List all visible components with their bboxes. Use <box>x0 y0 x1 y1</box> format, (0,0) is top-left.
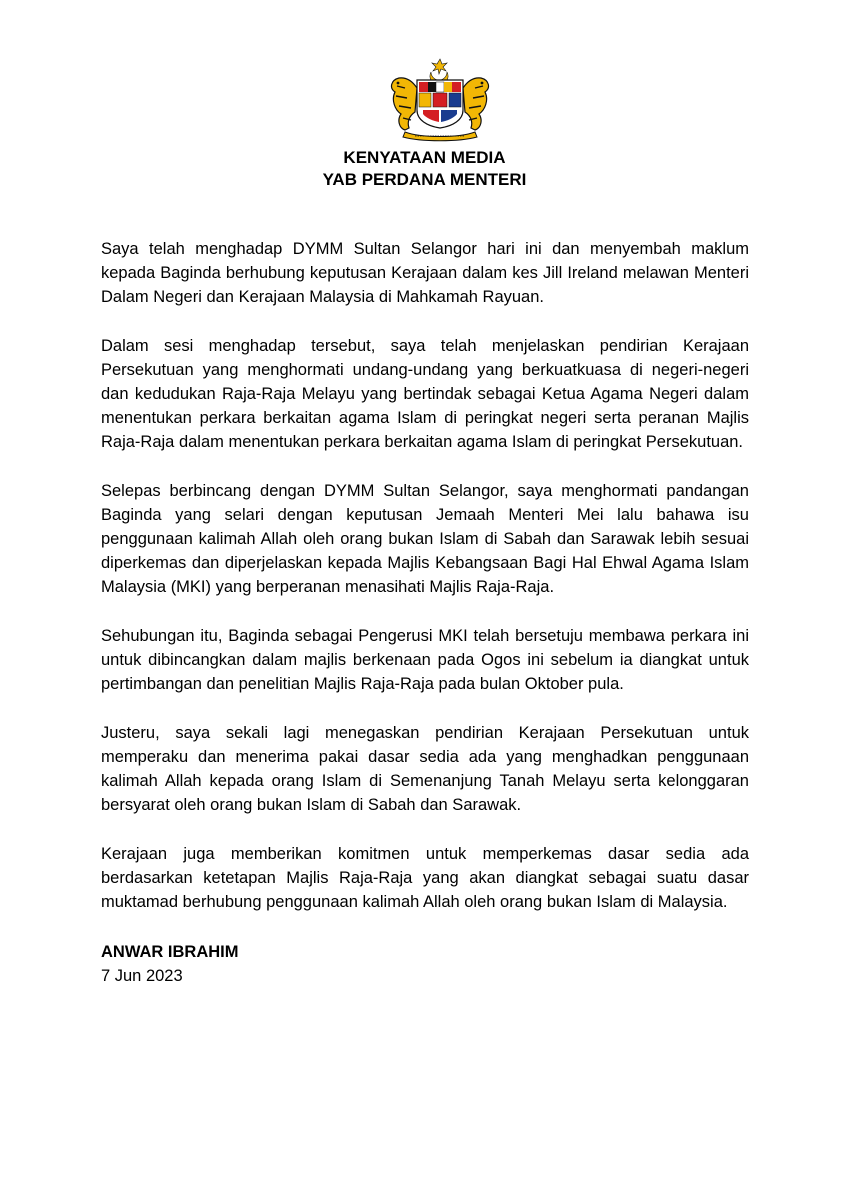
paragraph: Selepas berbincang dengan DYMM Sultan Selangor, saya menghormati pandangan Baginda yang selari dengan keputusan Jemaah Menteri Mei lalu bahawa isu penggunaan kalimah Allah oleh orang bukan Islam di Sabah dan Sarawak lebih sesuai diperkemas dan diperjelaskan kepada Majlis Kebangsaan Bagi Hal Ehwal Agama Islam Malaysia (MKI) yang berperanan menasihati Majlis Raja-Raja. <box>101 482 749 596</box>
malaysia-coat-of-arms-icon <box>381 58 499 142</box>
signatory-name: ANWAR IBRAHIM <box>101 943 239 961</box>
right-tiger-icon <box>463 78 488 130</box>
paragraph: Saya telah menghadap DYMM Sultan Selangor hari ini dan menyembah maklum kepada Baginda berhubung keputusan Kerajaan dalam kes Jill Ireland melawan Menteri Dalam Negeri dan Kerajaan Malaysia di Mahkamah Rayuan. <box>101 240 749 306</box>
statement-title: KENYATAAN MEDIA <box>343 148 506 167</box>
paragraph: Kerajaan juga memberikan komitmen untuk memperkemas dasar sedia ada berdasarkan ketetapan Majlis Raja-Raja yang akan diangkat sebagai suatu dasar muktamad berhubung penggunaan kalimah Allah oleh orang bukan Islam di Malaysia. <box>101 845 749 911</box>
left-tiger-icon <box>392 78 417 130</box>
statement-subtitle: YAB PERDANA MENTERI <box>322 170 527 189</box>
star-icon <box>432 59 447 74</box>
paragraph: Dalam sesi menghadap tersebut, saya telah menjelaskan pendirian Kerajaan Persekutuan yang menghormati undang-undang yang berkuatkuasa di negeri-negeri dan kedudukan Raja-Raja Melayu yang bertindak sebagai Ketua Agama Negeri dalam menentukan perkara berkaitan agama Islam di peringkat negeri serta peranan Majlis Raja-Raja dalam menentukan perkara berkaitan agama Islam di peringkat Persekutuan. <box>101 337 749 451</box>
paragraph: Sehubungan itu, Baginda sebagai Pengerusi MKI telah bersetuju membawa perkara ini untuk dibincangkan dalam majlis berkenaan pada Ogos ini sebelum ia diangkat untuk pertimbangan dan penelitian Majlis Raja-Raja pada bulan Oktober pula. <box>101 627 749 693</box>
statement-date: 7 Jun 2023 <box>101 967 183 985</box>
statement-body <box>101 237 749 939</box>
paragraph: Justeru, saya sekali lagi menegaskan pendirian Kerajaan Persekutuan untuk memperaku dan menerima pakai dasar sedia ada yang menghadkan penggunaan kalimah Allah kepada orang Islam di Semenanjung Tanah Melayu serta kelonggaran bersyarat oleh orang bukan Islam di Sabah dan Sarawak. <box>101 724 749 814</box>
signature-block <box>101 940 239 988</box>
